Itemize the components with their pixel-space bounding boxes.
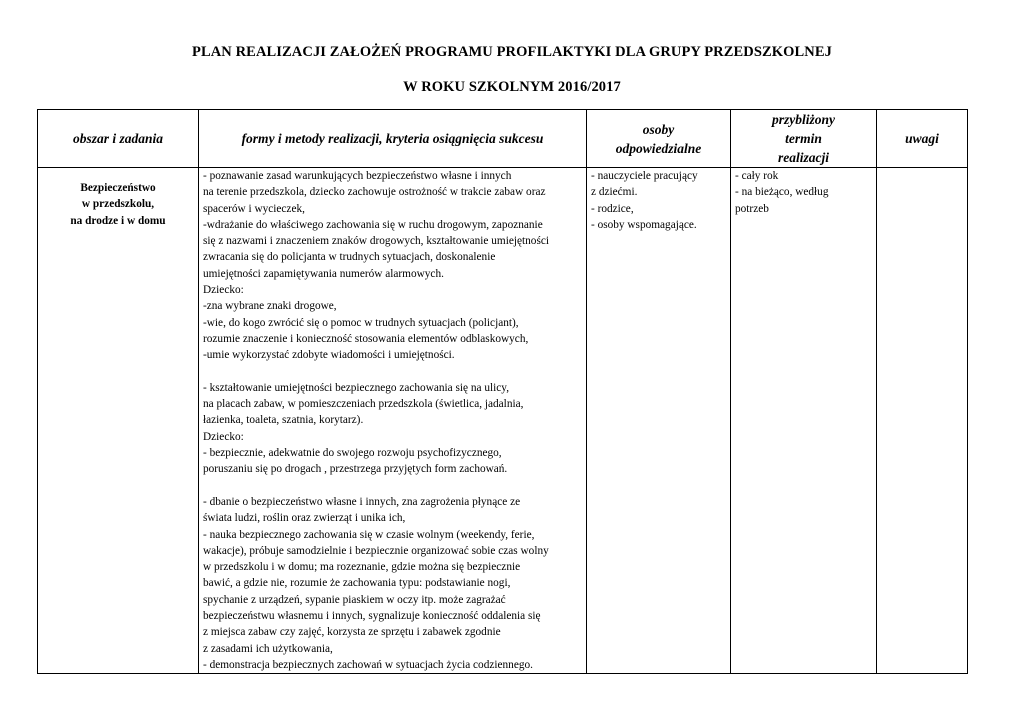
- text-line: - rodzice,: [591, 202, 634, 215]
- text-line: z miejsca zabaw czy zajęć, korzysta ze sprzętu i zabawek zgodnie: [203, 626, 501, 639]
- header-responsible-line: odpowiedzialne: [615, 140, 702, 156]
- text-line: bezpieczeństwu własnemu i innych, sygnalizuje konieczność oddalenia się: [203, 610, 541, 623]
- document-title: PLAN REALIZACJI ZAŁOŻEŃ PROGRAMU PROFILAKTYKI DLA GRUPY PRZEDSZKOLNEJ: [192, 44, 832, 60]
- text-line: umiejętności zapamiętywania numerów alarmowych.: [203, 267, 444, 280]
- program-plan-table: [37, 109, 968, 674]
- text-line: z dziećmi.: [591, 186, 638, 199]
- text-line: - poznawanie zasad warunkujących bezpieczeństwo własne i innych: [203, 170, 512, 182]
- header-term: [731, 110, 877, 168]
- text-line: z zasadami ich użytkowania,: [203, 642, 333, 655]
- text-line: - nauczyciele pracujący: [591, 170, 698, 182]
- header-term-line: przybliżony: [771, 112, 835, 127]
- text-line: Bezpieczeństwo: [80, 182, 156, 194]
- term-cell: [731, 168, 877, 674]
- header-term-line: realizacji: [778, 150, 829, 165]
- text-line: się z nazwami i znaczeniem znaków drogowych, kształtowanie umiejętności: [203, 235, 549, 248]
- text-line: spychanie z urządzeń, sypanie piaskiem w oczy itp. może zagrażać: [203, 593, 506, 606]
- header-area: [38, 110, 199, 168]
- text-line: - cały rok: [735, 170, 779, 182]
- text-line: - osoby wspomagające.: [591, 218, 697, 231]
- header-responsible: [587, 110, 731, 168]
- text-line: - demonstracja bezpiecznych zachowań w sytuacjach życia codziennego.: [203, 658, 533, 671]
- text-line: potrzeb: [735, 202, 769, 215]
- blank-line: [203, 478, 582, 494]
- header-forms-label: formy i metody realizacji, kryteria osiągnięcia sukcesu: [241, 131, 544, 146]
- notes-cell: [877, 168, 968, 674]
- text-line: bawić, a gdzie nie, rozumie że zachowania typu: podstawianie nogi,: [203, 577, 511, 590]
- responsible-cell: [587, 168, 731, 674]
- text-line: poruszaniu się po drogach , przestrzega przyjętych form zachowań.: [203, 463, 508, 476]
- header-area-label: obszar i zadania: [72, 131, 164, 146]
- text-line: - nauka bezpiecznego zachowania się w czasie wolnym (weekendy, ferie,: [203, 528, 535, 541]
- text-line: rozumie znaczenie i konieczność stosowania elementów odblaskowych,: [203, 332, 529, 345]
- text-line: wakacje), próbuje samodzielnie i bezpiecznie organizować sobie czas wolny: [203, 544, 549, 557]
- text-line: w przedszkolu,: [81, 198, 155, 211]
- header-term-line: termin: [785, 131, 822, 146]
- header-responsible-line: osoby: [642, 121, 675, 137]
- text-line: -umie wykorzystać zdobyte wiadomości i umiejętności.: [203, 349, 455, 362]
- table-row: [38, 168, 968, 674]
- header-notes-label: uwagi: [905, 131, 939, 146]
- table-header-row: [38, 110, 968, 168]
- text-line: na terenie przedszkola, dziecko zachowuje ostrożność w trakcie zabaw oraz: [203, 186, 546, 199]
- text-line: świata ludzi, roślin oraz zwierząt i unika ich,: [203, 512, 406, 525]
- text-line: -wdrażanie do właściwego zachowania się w ruchu drogowym, zapoznanie: [203, 218, 543, 231]
- area-cell: [38, 168, 199, 674]
- text-line: Dziecko:: [203, 284, 244, 297]
- document-subtitle: W ROKU SZKOLNYM 2016/2017: [403, 79, 621, 95]
- header-notes: [877, 110, 968, 168]
- header-forms: [199, 110, 587, 168]
- text-line: Dziecko:: [203, 430, 244, 443]
- text-line: -zna wybrane znaki drogowe,: [203, 300, 337, 313]
- text-line: łazienka, toaleta, szatnia, korytarz).: [203, 414, 364, 427]
- forms-cell: [199, 168, 587, 674]
- text-line: - kształtowanie umiejętności bezpiecznego zachowania się na ulicy,: [203, 381, 510, 394]
- text-line: na drodze i w domu: [70, 214, 166, 227]
- text-line: - na bieżąco, według: [735, 186, 829, 199]
- text-line: - dbanie o bezpieczeństwo własne i innych, zna zagrożenia płynące ze: [203, 495, 521, 508]
- blank-line: [203, 364, 582, 380]
- text-line: w przedszkolu i w domu; ma rozeznanie, gdzie można się bezpiecznie: [203, 561, 521, 574]
- text-line: -wie, do kogo zwrócić się o pomoc w trudnych sytuacjach (policjant),: [203, 316, 519, 329]
- text-line: - bezpiecznie, adekwatnie do swojego rozwoju psychofizycznego,: [203, 447, 502, 460]
- text-line: na placach zabaw, w pomieszczeniach przedszkola (świetlica, jadalnia,: [203, 398, 524, 411]
- text-line: zwracania się do policjanta w trudnych sytuacjach, doskonalenie: [203, 251, 496, 264]
- text-line: spacerów i wycieczek,: [203, 202, 305, 215]
